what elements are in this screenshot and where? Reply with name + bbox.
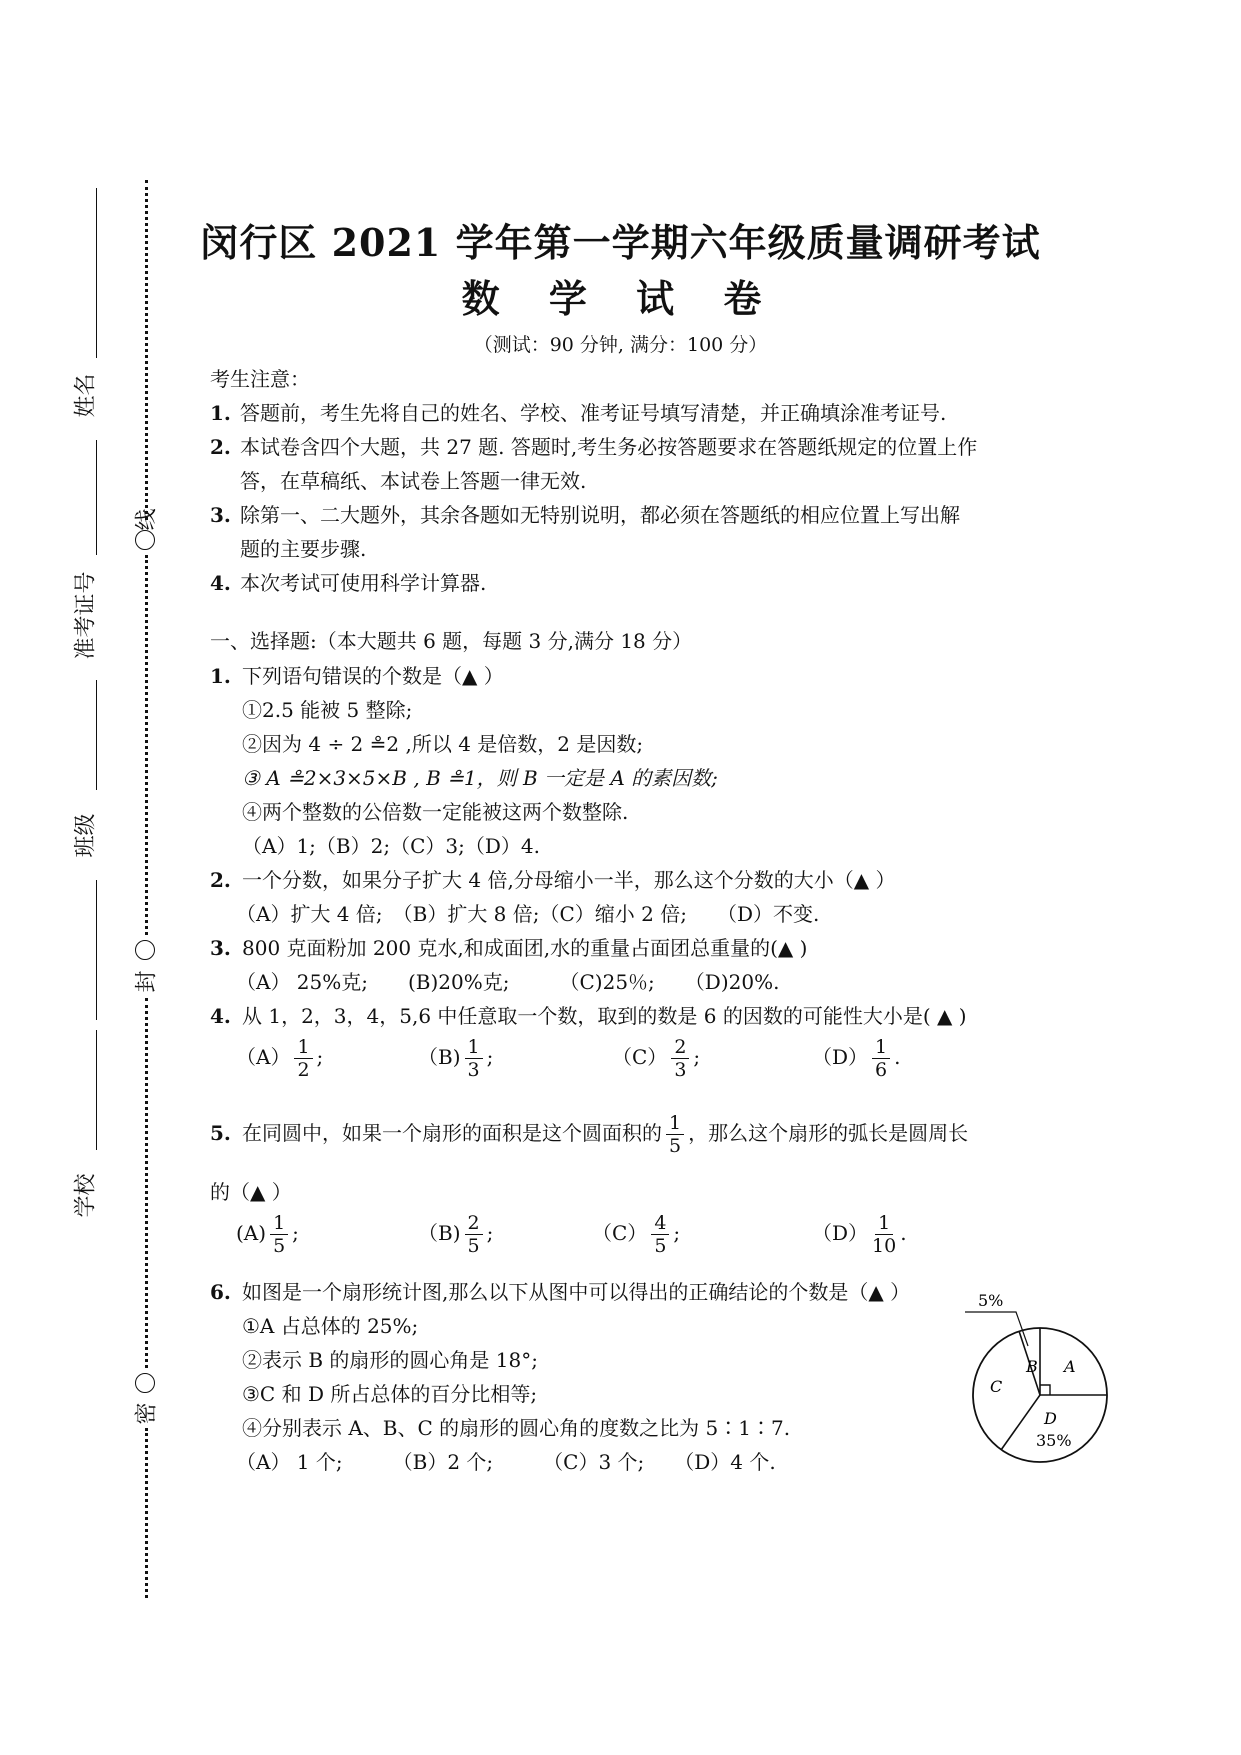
notice-item: 3. 除第一、二大题外，其余各题如无特别说明，都必须在答题纸的相应位置上写出解 bbox=[210, 503, 960, 527]
q4-option-d: （D） $\frac{1}{6}$ . bbox=[812, 1036, 901, 1081]
fraction: $\frac{1}{2}$ bbox=[294, 1036, 312, 1081]
fraction: $\frac{2}{5}$ bbox=[465, 1212, 483, 1257]
fraction: $\frac{1}{10}$ bbox=[872, 1212, 897, 1257]
q4-option-c: （C） $\frac{2}{3}$ ; bbox=[612, 1036, 701, 1081]
q6-statement: ③C 和 D 所占总体的百分比相等; bbox=[242, 1382, 538, 1406]
binding-circle-mark bbox=[135, 940, 155, 960]
binding-dotted-line bbox=[145, 555, 148, 935]
fraction: $\frac{1}{6}$ bbox=[872, 1036, 890, 1081]
q4-option-b: （B) $\frac{1}{3}$ ; bbox=[418, 1036, 494, 1081]
q3-options: （A） 25%克; (B)20%克; （C)25％; （D)20%. bbox=[236, 970, 780, 994]
q5-option-c: （C） $\frac{4}{5}$ ; bbox=[592, 1212, 681, 1257]
class-field[interactable] bbox=[96, 680, 97, 790]
pie-label-a: A bbox=[1064, 1357, 1076, 1376]
q6-statement: ②表示 B 的扇形的圆心角是 18°; bbox=[242, 1348, 538, 1372]
binding-mark-xian: 线 bbox=[134, 508, 160, 531]
notice-heading: 考生注意： bbox=[210, 367, 310, 391]
name-label: 姓名 bbox=[73, 373, 99, 418]
pie-label-35: 35% bbox=[1036, 1431, 1072, 1450]
binding-circle-mark bbox=[135, 1373, 155, 1393]
exam-info: （测试：90 分钟, 满分：100 分） bbox=[473, 334, 768, 356]
notice-item: 2. 本试卷含四个大题，共 27 题. 答题时,考生务必按答题要求在答题纸规定的位置上作 bbox=[210, 435, 978, 459]
class-label: 班级 bbox=[73, 813, 99, 858]
fraction: $\frac{1}{3}$ bbox=[465, 1036, 483, 1081]
binding-dotted-line bbox=[145, 1428, 148, 1598]
q6-stem: 6. 如图是一个扇形统计图,那么以下从图中可以得出的正确结论的个数是（▲ ） bbox=[210, 1280, 911, 1304]
q2-options: （A）扩大 4 倍; （B）扩大 8 倍;（C）缩小 2 倍; （D）不变. bbox=[236, 902, 820, 926]
exam-title: 闵行区 2021 学年第一学期六年级质量调研考试 bbox=[200, 220, 1041, 265]
q4-stem: 4. 从 1，2，3，4，5,6 中任意取一个数，取到的数是 6 的因数的可能性大小是( ▲ ) bbox=[210, 1004, 967, 1028]
q1-stem: 1. 下列语句错误的个数是（▲ ） bbox=[210, 664, 504, 688]
notice-item-cont: 题的主要步骤. bbox=[240, 537, 367, 561]
label-leader-line bbox=[965, 1312, 1028, 1346]
q6-statement: ①A 占总体的 25%; bbox=[242, 1314, 419, 1338]
q1-statement: ②因为 4 ÷ 2 ≗2 ,所以 4 是倍数，2 是因数; bbox=[242, 732, 644, 756]
q6-statement: ④分别表示 A、B、C 的扇形的圆心角的度数之比为 5∶1∶7. bbox=[242, 1416, 791, 1440]
q6-options: （A） 1 个; （B）2 个; （C）3 个; （D）4 个. bbox=[236, 1450, 776, 1474]
notice-block bbox=[210, 362, 1050, 600]
id-field[interactable] bbox=[96, 440, 97, 555]
pie-label-5: 5% bbox=[978, 1291, 1004, 1310]
section-heading: 一、选择题:（本大题共 6 题，每题 3 分,满分 18 分） bbox=[210, 629, 693, 653]
q1-statement: ①2.5 能被 5 整除; bbox=[242, 698, 413, 722]
class-field-lower[interactable] bbox=[96, 880, 97, 1020]
fraction: $\frac{2}{3}$ bbox=[671, 1036, 689, 1081]
q2-stem: 2. 一个分数，如果分子扩大 4 倍,分母缩小一半，那么这个分数的大小（▲ ） bbox=[210, 868, 896, 892]
binding-circle-mark bbox=[135, 530, 155, 550]
binding-mark-mi: 密 bbox=[134, 1402, 160, 1425]
q3-stem: 3. 800 克面粉加 200 克水,和成面团,水的重量占面团总重量的(▲ ) bbox=[210, 936, 808, 960]
exam-subtitle: 数 学 试 卷 bbox=[461, 276, 780, 321]
q5-option-d: （D） $\frac{1}{10}$ . bbox=[812, 1212, 907, 1257]
q5-option-a: (A) $\frac{1}{5}$ ; bbox=[236, 1212, 299, 1257]
pie-label-b: B bbox=[1026, 1357, 1038, 1376]
right-angle-mark bbox=[1040, 1385, 1050, 1395]
notice-item: 4. 本次考试可使用科学计算器. bbox=[210, 571, 487, 595]
fraction: $\frac{1}{5}$ bbox=[270, 1212, 288, 1257]
q1-statement: ③ A ≗2×3×5×B , B ≗1，则 B 一定是 A 的素因数; bbox=[242, 766, 718, 790]
school-field[interactable] bbox=[96, 1030, 97, 1150]
fraction: $\frac{4}{5}$ bbox=[651, 1212, 669, 1257]
pie-radius bbox=[1001, 1395, 1040, 1450]
id-label: 准考证号 bbox=[73, 571, 99, 660]
notice-item-cont: 答，在草稿纸、本试卷上答题一律无效. bbox=[240, 469, 587, 493]
q1-options: （A）1;（B）2;（C）3;（D）4. bbox=[242, 834, 540, 858]
pie-label-d: D bbox=[1044, 1409, 1057, 1428]
q5-stem: 5. 在同圆中，如果一个扇形的面积是这个圆面积的 $\frac{1}{5}$ ，那么这个扇形的弧长是圆周长 bbox=[210, 1112, 969, 1157]
q1-statement: ④两个整数的公倍数一定能被这两个数整除. bbox=[242, 800, 629, 824]
notice-item: 1. 答题前，考生先将自己的姓名、学校、准考证号填写清楚，并正确填涂准考证号. bbox=[210, 401, 947, 425]
fraction: $\frac{1}{5}$ bbox=[666, 1112, 684, 1157]
q4-option-a: （A） $\frac{1}{2}$ ; bbox=[236, 1036, 324, 1081]
binding-dotted-line bbox=[145, 998, 148, 1368]
school-label: 学校 bbox=[73, 1173, 99, 1218]
pie-chart-figure bbox=[960, 1290, 1120, 1470]
pie-label-c: C bbox=[990, 1377, 1003, 1396]
q5-stem-cont: 的（▲ ） bbox=[210, 1180, 292, 1204]
q5-option-b: （B) $\frac{2}{5}$ ; bbox=[418, 1212, 494, 1257]
binding-mark-feng: 封 bbox=[134, 970, 160, 993]
